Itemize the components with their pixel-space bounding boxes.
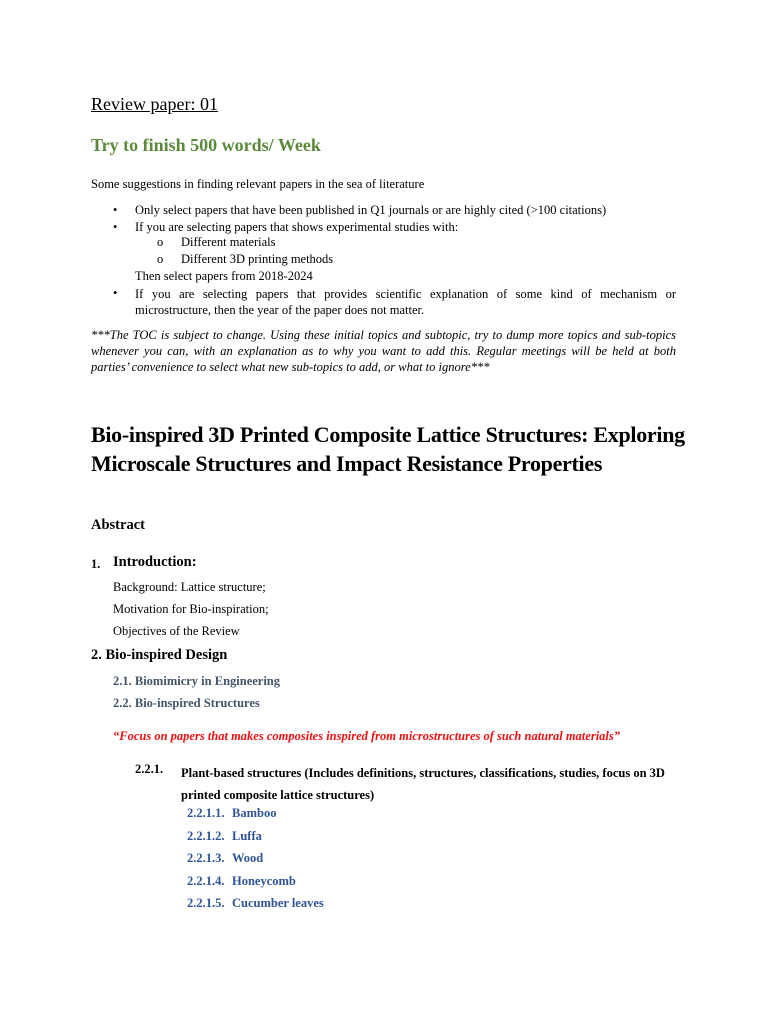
subsection-biomimicry: 2.1. Biomimicry in Engineering [113,674,281,688]
intro-item: Objectives of the Review [113,624,240,638]
list-item [187,851,263,866]
intro-item: Background: Lattice structure; [113,580,266,594]
item-number: 2.2.1.5. [187,896,225,910]
abstract-heading: Abstract [91,517,145,533]
bullet-glyph: • [113,286,118,300]
item-number: 2.2.1.2. [187,829,225,843]
subsection-bio-inspired-structures: 2.2. Bio-inspired Structures [113,696,260,710]
section-title-bio-inspired-design: 2. Bio-inspired Design [91,647,228,663]
focus-quote: “Focus on papers that makes composites inspired from microstructures of such natural materials” [113,729,621,743]
review-heading: Review paper: 01 [91,94,218,114]
item-label: Cucumber leaves [232,896,324,910]
then-text: Then select papers from 2018-2024 [135,269,313,283]
toc-note: ***The TOC is subject to change. Using these initial topics and subtopic, try to dump more topics and sub-topics whenever you can, with an explanation as to why you want to add this. Regular meetings will be held at both parties’ convenience to select what new sub-topics to add, or what to ignore*** [91,328,676,374]
goal-heading: Try to finish 500 words/ Week [91,135,321,155]
item-label: Wood [232,851,264,865]
list-item [187,874,296,889]
subsection-plant-based: Plant-based structures (Includes definitions, structures, classifications, studies, focus on 3D printed composite lattice structures) [181,766,665,802]
sub-bullet-glyph: o [157,235,164,249]
item-label: Bamboo [232,806,277,820]
bullet-text: If you are selecting papers that provides scientific explanation of some kind of mechanism or microstructure, then the year of the paper does not matter. [135,287,676,317]
list-item [187,896,324,911]
section-title-introduction: Introduction: [113,554,197,570]
bullet-glyph: • [113,203,118,217]
section-number: 1. [91,557,101,571]
bullet-glyph: • [113,220,118,234]
paper-title: Bio-inspired 3D Printed Composite Lattice Structures: Exploring Microscale Structures and Impact Resistance Properties [91,422,685,476]
item-number: 2.2.1.3. [187,851,225,865]
item-number: 2.2.1.4. [187,874,225,888]
list-item [187,829,262,844]
bullet-text: Only select papers that have been published in Q1 journals or are highly cited (>100 citations) [135,203,607,217]
list-item [187,806,276,821]
suggestions-intro: Some suggestions in finding relevant papers in the sea of literature [91,177,425,191]
item-number: 2.2.1.1. [187,806,225,820]
sub-item-text: Different materials [181,235,276,249]
item-label: Luffa [232,829,262,843]
bullet-text: If you are selecting papers that shows experimental studies with: [135,220,459,234]
sub-bullet-glyph: o [157,252,164,266]
intro-item: Motivation for Bio-inspiration; [113,602,269,616]
subsection-number: 2.2.1. [135,762,164,776]
item-label: Honeycomb [232,874,296,888]
sub-item-text: Different 3D printing methods [181,252,334,266]
